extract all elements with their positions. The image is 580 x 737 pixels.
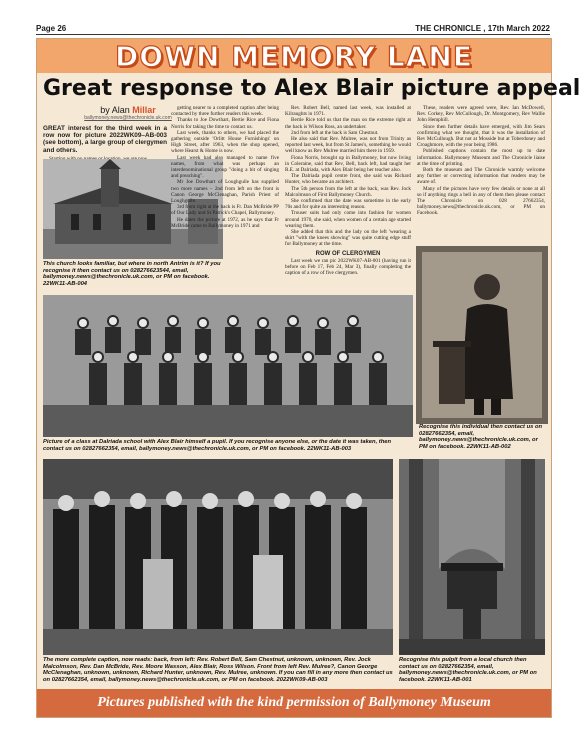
paragraph: She added that this and the lady on the left 'wearing a skirt "with the knees showing" was quite cutting edge stuff for Ballymoney at the time. bbox=[285, 229, 411, 248]
class-caption: Picture of a class at Dalriada school with Alex Blair himself a pupil. If you recognise anyone else, or the date it was taken, then contact us on 02827662354, email, ballymoney.news@thechronicle.uk.com, or PM on facebook. 22WK11-AB-003 bbox=[43, 439, 392, 452]
paragraph: She confirmed that the date was sometime in the early 70s and for quite an interesting reason. bbox=[285, 198, 411, 211]
publication-line: THE CHRONICLE , 17th March 2022 bbox=[415, 23, 550, 33]
paragraph: Bertie Rice told us that the man on the extreme right at the back is Wilson Ross, an undertaker. bbox=[285, 117, 411, 130]
paragraph: Last week, thanks to others, we had placed the gathering outside 'Orlitt House Furnishings' on High Street, after 1963, when the shop opened, where Hearst & Home is now. bbox=[171, 129, 279, 155]
article-column-4 bbox=[417, 105, 545, 247]
paragraph: Trouser suits had only come into fashion for women around 1970, she said, when women of a certain age started wearing them. bbox=[285, 210, 411, 229]
paragraph: Thanks to Joe Dowthart, Bertie Rice and Fiona Norris for taking the time to contact us. bbox=[171, 117, 279, 130]
church-caption: This church looks familiar, but where in north Antrim is it? If you recognise it then contact us on 028276623544, email, ballymoney.news@thechronicle.uk.com, or PM on facebook. 22WK11-AB-004 bbox=[43, 261, 221, 287]
paragraph: Many of the pictures have very few details or none at all so if anything rings a bell in any of them then please contact The Chronicle on 028 27662354, ballymoney.news@thechronicle.uk.com, or PM on Facebook. bbox=[417, 185, 545, 217]
paragraph: Published captions contain the most up to date information. Ballymoney Museum and The Chronicle liaise at the time of printing. bbox=[417, 148, 545, 167]
paragraph: Fiona Norris, brought up in Ballymoney, but now living in Coleraine, said that Rev, Bell, back left, had taught her R.E. at Dalriada, with Alex Blair being her teacher also. bbox=[285, 154, 411, 174]
portrait-photo bbox=[419, 249, 545, 421]
paragraph: He dates the picture at 1972, as he says that Fr McBride came to Ballymoney in 1971 and bbox=[171, 216, 279, 229]
footer-banner bbox=[37, 689, 551, 717]
paragraph: Mr Joe Dowthart of Loughguile has supplied two more names – 2nd from left on the front is Canon George McClenaghan, Parish Priest of Loughguile. bbox=[171, 179, 279, 205]
page-number: Page 26 bbox=[36, 23, 67, 33]
banner-title: DOWN MEMORY LANE bbox=[115, 39, 473, 73]
paragraph: Since then further details have emerged, with Jim Sears confirming what we thought, that it was the installation of Rev McCullough. But not at Mosside but at Toberdoney and Croaghmore, with the year being 1986. bbox=[417, 123, 545, 149]
paragraph: 3rd from right at the back is Fr. Dan McBride PP of Our Lady and St Patrick's Chapel, Ballymoney. bbox=[171, 204, 279, 217]
paragraph: These, readers were agreed were, Rev. Ian McDowell, Rev. Corkey, Rev McCullough, Dr. Montgomery, Rev Wallie John Hemphill. bbox=[417, 105, 545, 124]
paragraph: Rev. Robert Bell, named last week, was installed at Kilraughts in 1971. bbox=[285, 105, 411, 118]
article-column-1 bbox=[43, 125, 167, 155]
class-photo bbox=[43, 295, 413, 437]
paragraph: getting nearer to a completed caption after being contacted by three further readers this week. bbox=[171, 105, 279, 118]
pulpit-photo bbox=[399, 459, 545, 655]
headline: Great response to Alex Blair picture appeal bbox=[43, 76, 580, 101]
paragraph: The Dalriada pupil centre front, she said was Richard Hunter, who became an architect. bbox=[285, 173, 411, 186]
lead-paragraph: GREAT interest for the third week in a row now for picture 2022WK09–AB-003 (see bottom), a large group of clergymen and others. bbox=[43, 125, 167, 154]
paragraph: The 5th person from the left at the back, was Rev. Jock Malcolmson of First Ballymoney Church. bbox=[285, 185, 411, 198]
paragraph: Last week we ran pic 2022WK07-AB-001 (having run it before on Feb 17, Feb 24, Mar 3), finally completing the caption of a row of five clergymen. bbox=[285, 257, 411, 277]
page-header bbox=[36, 22, 550, 35]
byline-name: by Alan Millar bbox=[100, 105, 156, 115]
article-column-2 bbox=[171, 105, 279, 291]
banner bbox=[37, 39, 551, 73]
paragraph: He also said that Rev. Mulree, was not from Trinity as reported last week, but from St James's, something he would well know as Rev Mulree married him there in 1959. bbox=[285, 136, 411, 155]
subhead: ROW OF CLERGYMEN bbox=[315, 250, 381, 257]
paragraph: Both the museum and The Chronicle warmly welcome any further or correcting information that readers may be aware of. bbox=[417, 167, 545, 186]
paragraph: Last week had also managed to name five names, from what was perhaps an interdenominational group "doing a bit of singing and preaching". bbox=[171, 154, 279, 180]
group-caption: The more complete caption, now reads: back, from left: Rev. Robert Bell, Sam Chestnut, unknown, unknown, Rev. Jock Malcolmson, Rev. Dan McBride, Rev. Moore Wasson, Alex Blair, Ross Wilson. Front from left Rev. Mulree?, Canon George McClenaghan, unknown, unknown, Richard Hunter, unknown, Rev. Mulree, unknown. If you can fill in any more then contact us on 02827662354, email, ballymoney.news@thechronicle.uk.com, or PM on facebook. 2022WK09-AB-003 bbox=[43, 657, 393, 683]
article-column-3 bbox=[285, 105, 411, 295]
pulpit-caption: Recognise this pulpit from a local church then contact us on 02827662354, email, ballymoney.news@thechronicle.uk.com, or PM on facebook. 22WK11-AB-001 bbox=[399, 657, 537, 683]
byline-email[interactable]: ballymoney.news@thechronicle.uk.com bbox=[84, 115, 172, 121]
portrait-caption: Recognise this individual then contact us on 02827662354, email, ballymoney.news@thechronicle.uk.com, or PM on facebook. 22WK11-AB-002 bbox=[419, 424, 543, 450]
group-photo bbox=[43, 459, 393, 655]
footer-text: Pictures published with the kind permission of Ballymoney Museum bbox=[97, 695, 491, 710]
paragraph: 2nd from left at the back is Sam Chestnut. bbox=[291, 129, 379, 136]
feature-frame bbox=[36, 38, 580, 718]
